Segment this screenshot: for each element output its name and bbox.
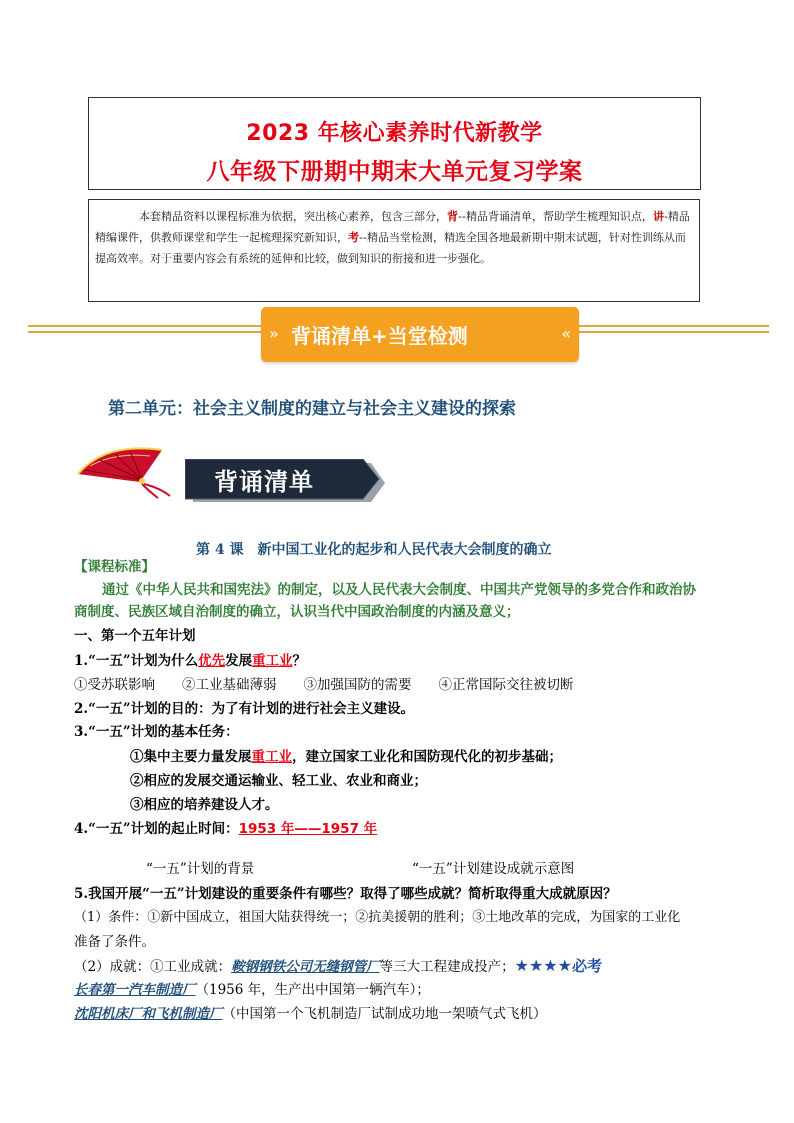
chevron-left-icon: « <box>561 324 571 343</box>
highlight-youxian: 优先 <box>198 653 226 669</box>
highlight-shenyang-aircraft: 沈阳机床厂和飞机制造厂 <box>74 1006 223 1022</box>
title-line-1: 2023 年核心素养时代新教学 <box>246 121 543 146</box>
conditions-line-2: 准备了条件。 <box>74 934 155 950</box>
intro-text: --精品当堂检测，精选全国各地最新期中期末试题，针对性训练从而提高效率。对于重要内容会有系统的延伸和比较，做到知识的衔接和进一步强化。 <box>95 231 686 265</box>
intro-text: 本套精品资料以课程标准为依据，突出核心素养，包含三部分， <box>139 210 447 223</box>
question-4: 4.“一五”计划的起止时间：1953 年——1957 年 <box>74 821 378 837</box>
question-3: 3.“一五”计划的基本任务： <box>74 724 239 740</box>
task-2: ②相应的发展交通运输业、轻工业、农业和商业； <box>130 773 427 789</box>
highlight-anshan-steel: 鞍钢钢铁公司无缝钢管厂 <box>231 959 380 975</box>
title-box <box>88 97 701 190</box>
highlight-heavy-industry: 重工业 <box>252 653 293 669</box>
unit-heading: 第二单元：社会主义制度的建立与社会主义建设的探索 <box>108 399 516 419</box>
achievements-line-2: 长春第一汽车制造厂（1956 年，生产出中国第一辆汽车）； <box>74 982 430 998</box>
task-1: ①集中主要力量发展重工业，建立国家工业化和国防现代化的初步基础； <box>130 749 562 765</box>
section-heading-five-year-plan: 一、第一个五年计划 <box>74 628 196 644</box>
banner-decoration-left <box>28 325 261 337</box>
title-line-2: 八年级下册期中期末大单元复习学案 <box>206 159 583 185</box>
question-5: 5.我国开展“一五”计划建设的重要条件有哪些？取得了哪些成就？简析取得重大成就原因？ <box>74 886 617 902</box>
section-title: 背诵清单 <box>214 468 314 496</box>
intro-text: -精品精编课件，供教师课堂和学生一起梳理探究新知识， <box>95 210 690 244</box>
intro-paragraph <box>95 206 693 269</box>
question-1: 1.“一五”计划为什么优先发展重工业？ <box>74 653 307 669</box>
caption-achievements-map: “一五”计划建设成就示意图 <box>412 861 575 877</box>
banner-label: 背诵清单+当堂检测 <box>291 324 468 348</box>
folding-fan-icon <box>70 440 195 500</box>
intro-box <box>88 199 700 302</box>
task-3: ③相应的培养建设人才。 <box>130 797 279 813</box>
achievements-line-3: 沈阳机床厂和飞机制造厂（中国第一个飞机制造厂试制成功地一架喷气式飞机） <box>74 1006 547 1022</box>
intro-text: --精品背诵清单，帮助学生梳理知识点， <box>458 210 653 223</box>
lesson-title: 第 4 课 新中国工业化的起步和人民代表大会制度的确立 <box>196 542 552 558</box>
caption-background: “一五”计划的背景 <box>146 861 255 877</box>
star-rating-icon: ★★★★ <box>514 956 572 975</box>
intro-bei: 背 <box>447 210 458 223</box>
intro-kao: 考 <box>348 231 359 244</box>
question-2: 2.“一五”计划的目的：为了有计划的进行社会主义建设。 <box>74 701 415 717</box>
highlight-changchun-auto: 长春第一汽车制造厂 <box>74 982 196 998</box>
conditions-line-1: （1）条件：①新中国成立，祖国大陆获得统一；②抗美援朝的胜利；③土地改革的完成，为国家的工业化 <box>74 910 681 925</box>
standard-text-2: 商制度、民族区域自治制度的确立，认识当代中国政治制度的内涵及意义； <box>74 604 520 620</box>
plan-years: 1953 年——1957 年 <box>238 821 378 837</box>
section-banner-orange <box>261 307 579 362</box>
standard-text-1: 通过《中华人民共和国宪法》的制定，以及人民代表大会制度、中国共产党领导的多党合作和政治协 <box>102 582 696 598</box>
standard-label: 【课程标准】 <box>74 559 155 575</box>
chevron-right-icon: » <box>269 324 279 343</box>
banner-decoration-right <box>579 325 769 337</box>
achievements-line-1: （2）成就：①工业成就：鞍钢钢铁公司无缝钢管厂等三大工程建成投产；★★★★必考 <box>74 956 602 975</box>
highlight-heavy-industry: 重工业 <box>251 749 292 765</box>
intro-jiang: 讲 <box>652 210 664 223</box>
must-test-label: 必考 <box>571 957 602 975</box>
question-1-reasons: ①受苏联影响 ②工业基础薄弱 ③加强国防的需要 ④正常国际交往被切断 <box>74 677 574 693</box>
